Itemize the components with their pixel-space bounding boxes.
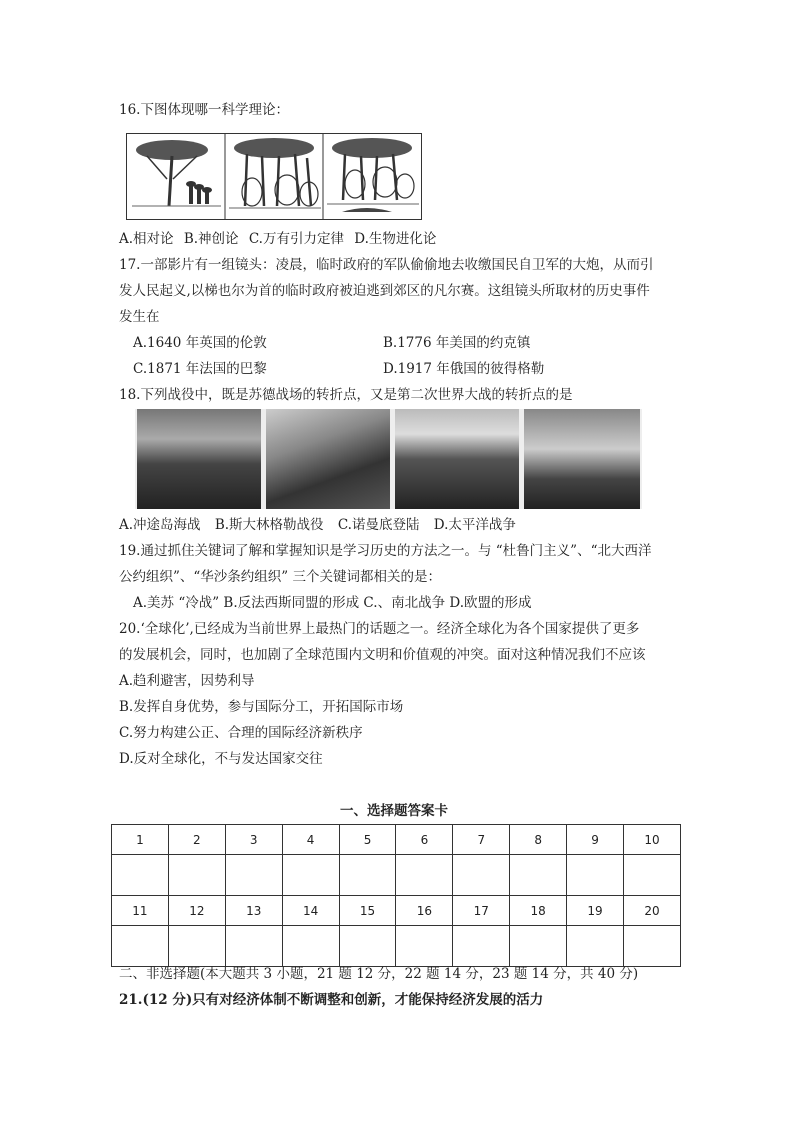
q19-options: A.美苏 “冷战” B.反法西斯同盟的形成 C.、南北战争 D.欧盟的形成	[133, 595, 532, 611]
answer-number-cell: 14	[282, 896, 339, 926]
q17-stem-line1: 17.一部影片有一组镜头：凌晨，临时政府的军队偷偷地去收缴国民自卫军的大炮，从而引	[119, 257, 654, 273]
answer-number-cell: 13	[225, 896, 282, 926]
q19-stem-line1: 19.通过抓住关键词了解和掌握知识是学习历史的方法之一。与 “杜鲁门主义”、“北大西洋	[119, 543, 652, 559]
answer-number-cell: 9	[567, 825, 624, 855]
q17-option-b: B.1776 年美国的约克镇	[383, 335, 531, 351]
answer-number-cell: 17	[453, 896, 510, 926]
answer-blank-cell[interactable]	[510, 855, 567, 896]
q18-options: A.冲途岛海战 B.斯大林格勒战役 C.诺曼底登陆 D.太平洋战争	[119, 517, 516, 533]
answer-number-cell: 16	[396, 896, 453, 926]
answer-number-cell: 1	[112, 825, 169, 855]
answer-blank-cell[interactable]	[225, 926, 282, 967]
answer-blank-cell[interactable]	[567, 926, 624, 967]
answer-card-title: 一、选择题答案卡	[340, 803, 448, 819]
q16-options: A.相对论 B.神创论 C.万有引力定律 D.生物进化论	[119, 231, 437, 247]
answer-blank-cell[interactable]	[168, 926, 225, 967]
answer-blank-cell[interactable]	[567, 855, 624, 896]
q18-stem: 18.下列战役中，既是苏德战场的转折点，又是第二次世界大战的转折点的是	[119, 387, 573, 403]
answer-number-cell: 4	[282, 825, 339, 855]
answer-number-cell: 20	[624, 896, 681, 926]
answer-number-cell: 3	[225, 825, 282, 855]
photo-pacific	[524, 409, 640, 509]
answer-number-cell: 5	[339, 825, 396, 855]
answer-number-cell: 8	[510, 825, 567, 855]
q20-stem-line2: 的发展机会，同时，也加剧了全球范围内文明和价值观的冲突。面对这种情况我们不应该	[119, 647, 646, 663]
answer-card-blank-row-1	[112, 855, 681, 896]
q17-stem-line2: 发人民起义,以梯也尔为首的临时政府被迫逃到郊区的凡尔赛。这组镜头所取材的历史事件	[119, 283, 650, 299]
q20-stem-line1: 20.‘全球化’,已经成为当前世界上最热门的话题之一。经济全球化为各个国家提供了更多	[119, 621, 640, 637]
answer-blank-cell[interactable]	[282, 926, 339, 967]
photo-normandy	[395, 409, 519, 509]
q18-battle-photos	[135, 409, 642, 509]
answer-blank-cell[interactable]	[339, 855, 396, 896]
answer-blank-cell[interactable]	[624, 926, 681, 967]
photo-stalingrad	[266, 409, 390, 509]
answer-number-cell: 6	[396, 825, 453, 855]
answer-number-cell: 7	[453, 825, 510, 855]
answer-blank-cell[interactable]	[225, 855, 282, 896]
answer-number-cell: 12	[168, 896, 225, 926]
answer-blank-cell[interactable]	[453, 855, 510, 896]
answer-card-header-row-2	[112, 896, 681, 926]
q16-evolution-illustration	[126, 133, 422, 220]
answer-card-header-row-1	[112, 825, 681, 855]
answer-blank-cell[interactable]	[168, 855, 225, 896]
answer-number-cell: 19	[567, 896, 624, 926]
q20-option-a: A.趋利避害，因势利导	[119, 673, 255, 689]
section-2-heading: 二、非选择题(本大题共 3 小题，21 题 12 分，22 题 14 分，23 题 14 分，共 40 分)	[119, 966, 639, 982]
q17-option-a: A.1640 年英国的伦敦	[133, 335, 267, 351]
answer-number-cell: 18	[510, 896, 567, 926]
answer-card-table	[111, 824, 681, 967]
q17-option-d: D.1917 年俄国的彼得格勒	[383, 361, 545, 377]
q17-stem-line3: 发生在	[119, 309, 160, 325]
q20-option-c: C.努力构建公正、合理的国际经济新秩序	[119, 725, 363, 741]
q20-option-d: D.反对全球化，不与发达国家交往	[119, 751, 323, 767]
q20-option-b: B.发挥自身优势，参与国际分工，开拓国际市场	[119, 699, 404, 715]
answer-card-blank-row-2	[112, 926, 681, 967]
photo-naval-battle	[137, 409, 261, 509]
answer-number-cell: 15	[339, 896, 396, 926]
q19-stem-line2: 公约组织”、“华沙条约组织” 三个关键词都相关的是：	[119, 569, 441, 585]
answer-blank-cell[interactable]	[339, 926, 396, 967]
answer-blank-cell[interactable]	[510, 926, 567, 967]
answer-blank-cell[interactable]	[282, 855, 339, 896]
answer-blank-cell[interactable]	[624, 855, 681, 896]
answer-number-cell: 2	[168, 825, 225, 855]
q16-stem: 16.下图体现哪一科学理论：	[119, 102, 289, 118]
answer-blank-cell[interactable]	[396, 926, 453, 967]
answer-blank-cell[interactable]	[396, 855, 453, 896]
q21-stem: 21.(12 分)只有对经济体制不断调整和创新，才能保持经济发展的活力	[119, 992, 544, 1008]
q17-option-c: C.1871 年法国的巴黎	[133, 361, 267, 377]
answer-number-cell: 10	[624, 825, 681, 855]
answer-number-cell: 11	[112, 896, 169, 926]
answer-blank-cell[interactable]	[112, 926, 169, 967]
answer-blank-cell[interactable]	[112, 855, 169, 896]
giraffe-tree-illustration-icon	[127, 134, 421, 219]
answer-blank-cell[interactable]	[453, 926, 510, 967]
